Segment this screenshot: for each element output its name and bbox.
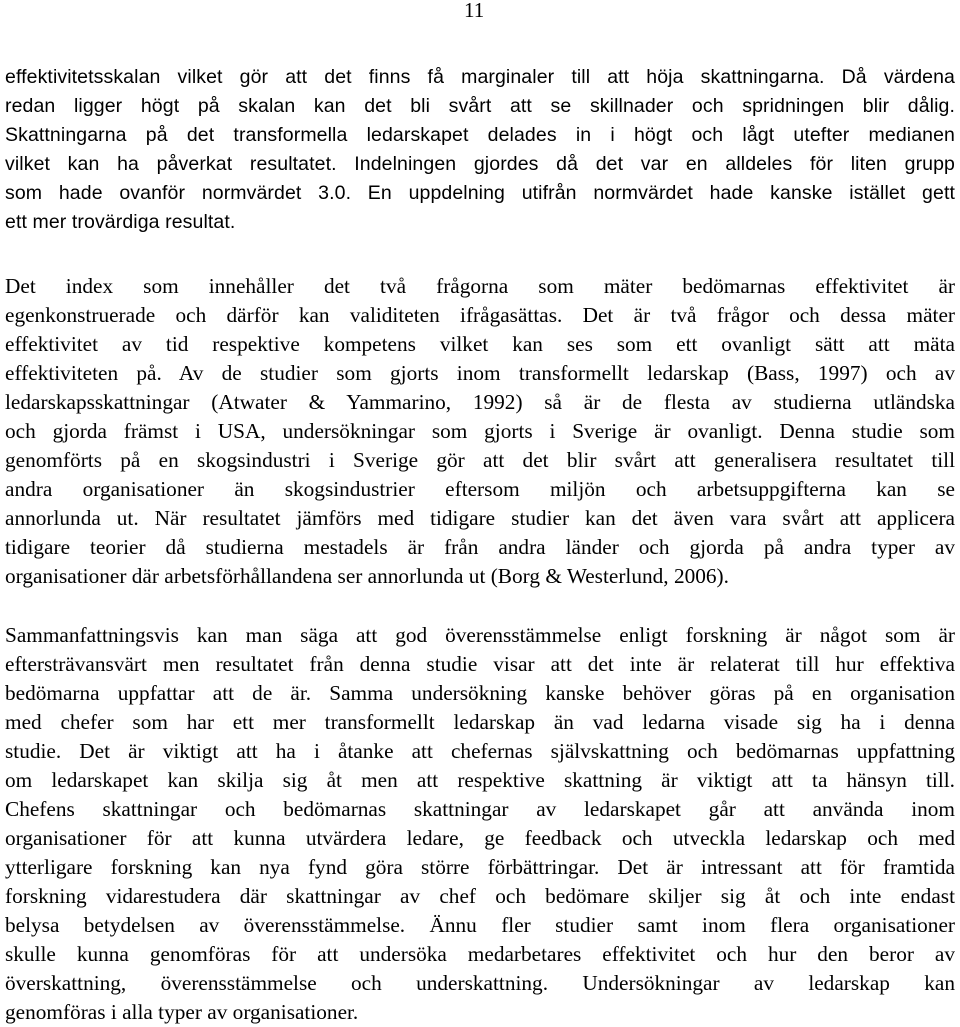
- paragraph-line: studie. Det är viktigt att ha i åtanke att chefernas självskattning och bedömarnas uppfattning: [5, 739, 955, 763]
- paragraph-line: ytterligare forskning kan nya fynd göra större förbättringar. Det är intressant att för framtida: [5, 855, 955, 879]
- paragraph-line: skulle kunna genomföras för att undersöka medarbetares effektivitet och hur den beror av: [5, 942, 955, 966]
- paragraph-line: effektivitetsskalan vilket gör att det finns få marginaler till att höja skattningarna. Då värdena: [5, 66, 955, 88]
- paragraph-line: som hade ovanför normvärdet 3.0. En uppdelning utifrån normvärdet hade kanske istället gett: [5, 182, 955, 204]
- paragraph-line: om ledarskapet kan skilja sig åt men att respektive skattning är viktigt att ta hänsyn till.: [5, 768, 955, 792]
- paragraph-line: forskning vidarestudera där skattningar av chef och bedömare skiljer sig åt och inte endast: [5, 884, 955, 908]
- paragraph-line: effektiviteten på. Av de studier som gjorts inom transformellt ledarskap (Bass, 1997) och av: [5, 361, 955, 385]
- paragraph-line: Det index som innehåller det två frågorna som mäter bedömarnas effektivitet är: [5, 274, 955, 298]
- paragraph-line: ledarskapsskattningar (Atwater & Yammarino, 1992) så är de flesta av studierna utländska: [5, 390, 955, 414]
- paragraph-line: belysa betydelsen av överensstämmelse. Ännu fler studier samt inom flera organisationer: [5, 913, 955, 937]
- paragraph-line: och gjorda främst i USA, undersökningar som gjorts i Sverige är ovanligt. Denna studie som: [5, 419, 955, 443]
- paragraph-line: egenkonstruerade och därför kan validiteten ifrågasättas. Det är två frågor och dessa mäter: [5, 303, 955, 327]
- paragraph-line: ett mer trovärdiga resultat.: [5, 211, 236, 233]
- page-number: 11: [464, 0, 485, 22]
- paragraph-line: överskattning, överensstämmelse och underskattning. Undersökningar av ledarskap kan: [5, 971, 955, 995]
- paragraph-2: [5, 272, 955, 591]
- paragraph-line: annorlunda ut. När resultatet jämförs med tidigare studier kan det även vara svårt att applicera: [5, 506, 955, 530]
- paragraph-line: vilket kan ha påverkat resultatet. Indelningen gjordes då det var en alldeles för liten grupp: [5, 153, 955, 175]
- paragraph-line: bedömarna uppfattar att de är. Samma undersökning kanske behöver göras på en organisation: [5, 681, 955, 705]
- paragraph-line: tidigare teorier då studierna mestadels är från andra länder och gjorda på andra typer av: [5, 535, 955, 559]
- paragraph-line: Skattningarna på det transformella ledarskapet delades in i högt och lågt utefter medianen: [5, 124, 955, 146]
- paragraph-line: eftersträvansvärt men resultatet från denna studie visar att det inte är relaterat till hur effektiva: [5, 652, 955, 676]
- paragraph-3: [5, 621, 955, 1027]
- paragraph-line: Chefens skattningar och bedömarnas skattningar av ledarskapet går att använda inom: [5, 797, 955, 821]
- paragraph-line: organisationer där arbetsförhållandena ser annorlunda ut (Borg & Westerlund, 2006).: [5, 564, 729, 588]
- paragraph-line: organisationer för att kunna utvärdera ledare, ge feedback och utveckla ledarskap och med: [5, 826, 955, 850]
- paragraph-line: andra organisationer än skogsindustrier eftersom miljön och arbetsuppgifterna kan se: [5, 477, 955, 501]
- paragraph-line: redan ligger högt på skalan kan det bli svårt att se skillnader och spridningen blir dålig.: [5, 95, 955, 117]
- paragraph-line: Sammanfattningsvis kan man säga att god överensstämmelse enligt forskning är något som är: [5, 623, 955, 647]
- paragraph-line: med chefer som har ett mer transformellt ledarskap än vad ledarna visade sig ha i denna: [5, 710, 955, 734]
- paragraph-line: effektivitet av tid respektive kompetens vilket kan ses som ett ovanligt sätt att mäta: [5, 332, 955, 356]
- paragraph-line: genomföras i alla typer av organisationer.: [5, 1000, 359, 1024]
- paragraph-line: genomförts på en skogsindustri i Sverige gör att det blir svårt att generalisera resultatet till: [5, 448, 955, 472]
- paragraph-1: [5, 66, 955, 240]
